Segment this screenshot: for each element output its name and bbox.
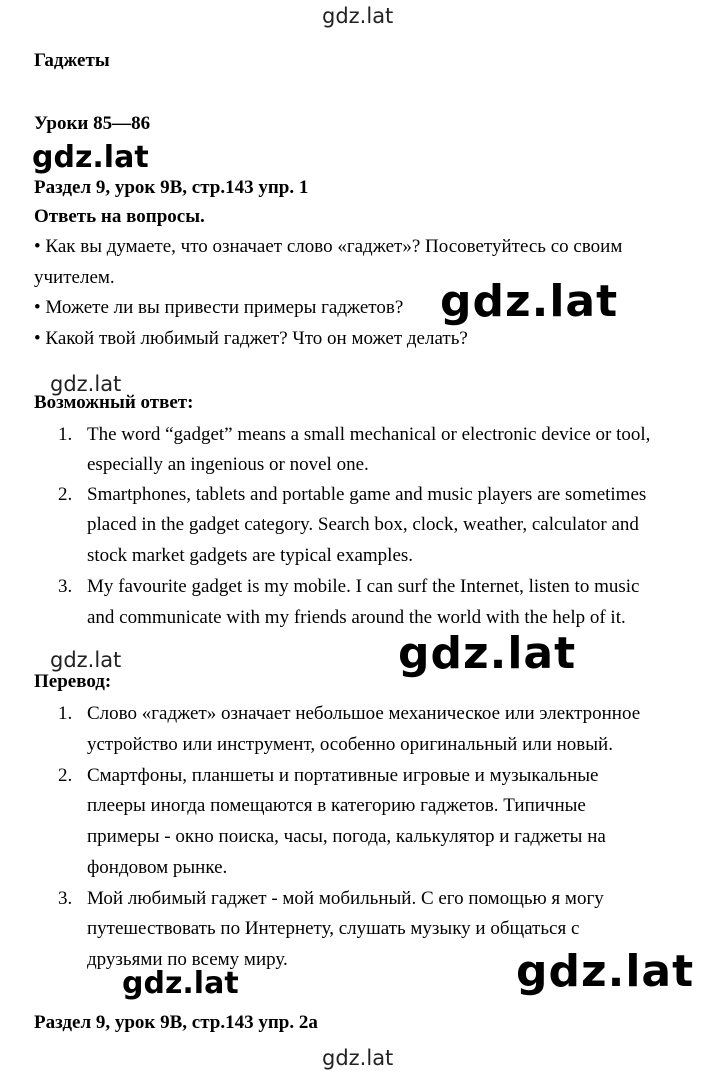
answer-line: The word “gadget” means a small mechanical or electronic device or tool,	[87, 424, 651, 445]
answer-heading: Возможный ответ:	[34, 392, 194, 413]
watermark: gdz.lat	[50, 372, 122, 396]
watermark: gdz.lat	[122, 966, 239, 1001]
question-line: учителем.	[34, 267, 115, 288]
watermark: gdz.lat	[32, 140, 149, 175]
answer-line: Smartphones, tablets and portable game and music players are sometimes	[87, 484, 647, 505]
answer-line: especially an ingenious or novel one.	[87, 454, 369, 475]
page-title: Гаджеты	[34, 50, 110, 71]
translation-heading: Перевод:	[34, 671, 112, 692]
translation-line: устройство или инструмент, особенно оригинальный или новый.	[87, 734, 613, 755]
translation-line: фондовом рынке.	[87, 857, 228, 878]
lessons-heading: Уроки 85—86	[34, 113, 151, 134]
question-line: • Как вы думаете, что означает слово «гаджет»? Посоветуйтесь со своим	[34, 236, 623, 257]
answer-line: stock market gadgets are typical examples.	[87, 545, 414, 566]
list-number: 3.	[58, 576, 73, 597]
list-number: 2.	[58, 765, 73, 786]
list-number: 3.	[58, 888, 73, 909]
answer-line: and communicate with my friends around the world with the help of it.	[87, 607, 626, 628]
translation-line: Слово «гаджет» означает небольшое механическое или электронное	[87, 703, 641, 724]
watermark: gdz.lat	[440, 276, 619, 327]
translation-line: примеры - окно поиска, часы, погода, калькулятор и гаджеты на	[87, 826, 606, 847]
watermark: gdz.lat	[322, 4, 394, 28]
watermark: gdz.lat	[516, 946, 695, 997]
list-number: 1.	[58, 424, 73, 445]
watermark: gdz.lat	[50, 648, 122, 672]
translation-line: Мой любимый гаджет - мой мобильный. С его помощью я могу	[87, 888, 604, 909]
translation-line: друзьями по всему миру.	[87, 949, 288, 970]
section-heading: Раздел 9, урок 9В, стр.143 упр. 1	[34, 177, 309, 198]
question-line: • Можете ли вы привести примеры гаджетов?	[34, 297, 404, 318]
watermark: gdz.lat	[398, 628, 577, 679]
task-heading: Ответь на вопросы.	[34, 206, 205, 227]
answer-line: placed in the gadget category. Search box, clock, weather, calculator and	[87, 514, 639, 535]
watermark: gdz.lat	[322, 1046, 394, 1070]
translation-line: плееры иногда помещаются в категорию гаджетов. Типичные	[87, 795, 586, 816]
question-line: • Какой твой любимый гаджет? Что он может делать?	[34, 328, 468, 349]
answer-line: My favourite gadget is my mobile. I can surf the Internet, listen to music	[87, 576, 640, 597]
list-number: 2.	[58, 484, 73, 505]
translation-line: Смартфоны, планшеты и портативные игровые и музыкальные	[87, 765, 599, 786]
section-heading: Раздел 9, урок 9В, стр.143 упр. 2а	[34, 1012, 318, 1033]
translation-line: путешествовать по Интернету, слушать музыку и общаться с	[87, 918, 580, 939]
list-number: 1.	[58, 703, 73, 724]
